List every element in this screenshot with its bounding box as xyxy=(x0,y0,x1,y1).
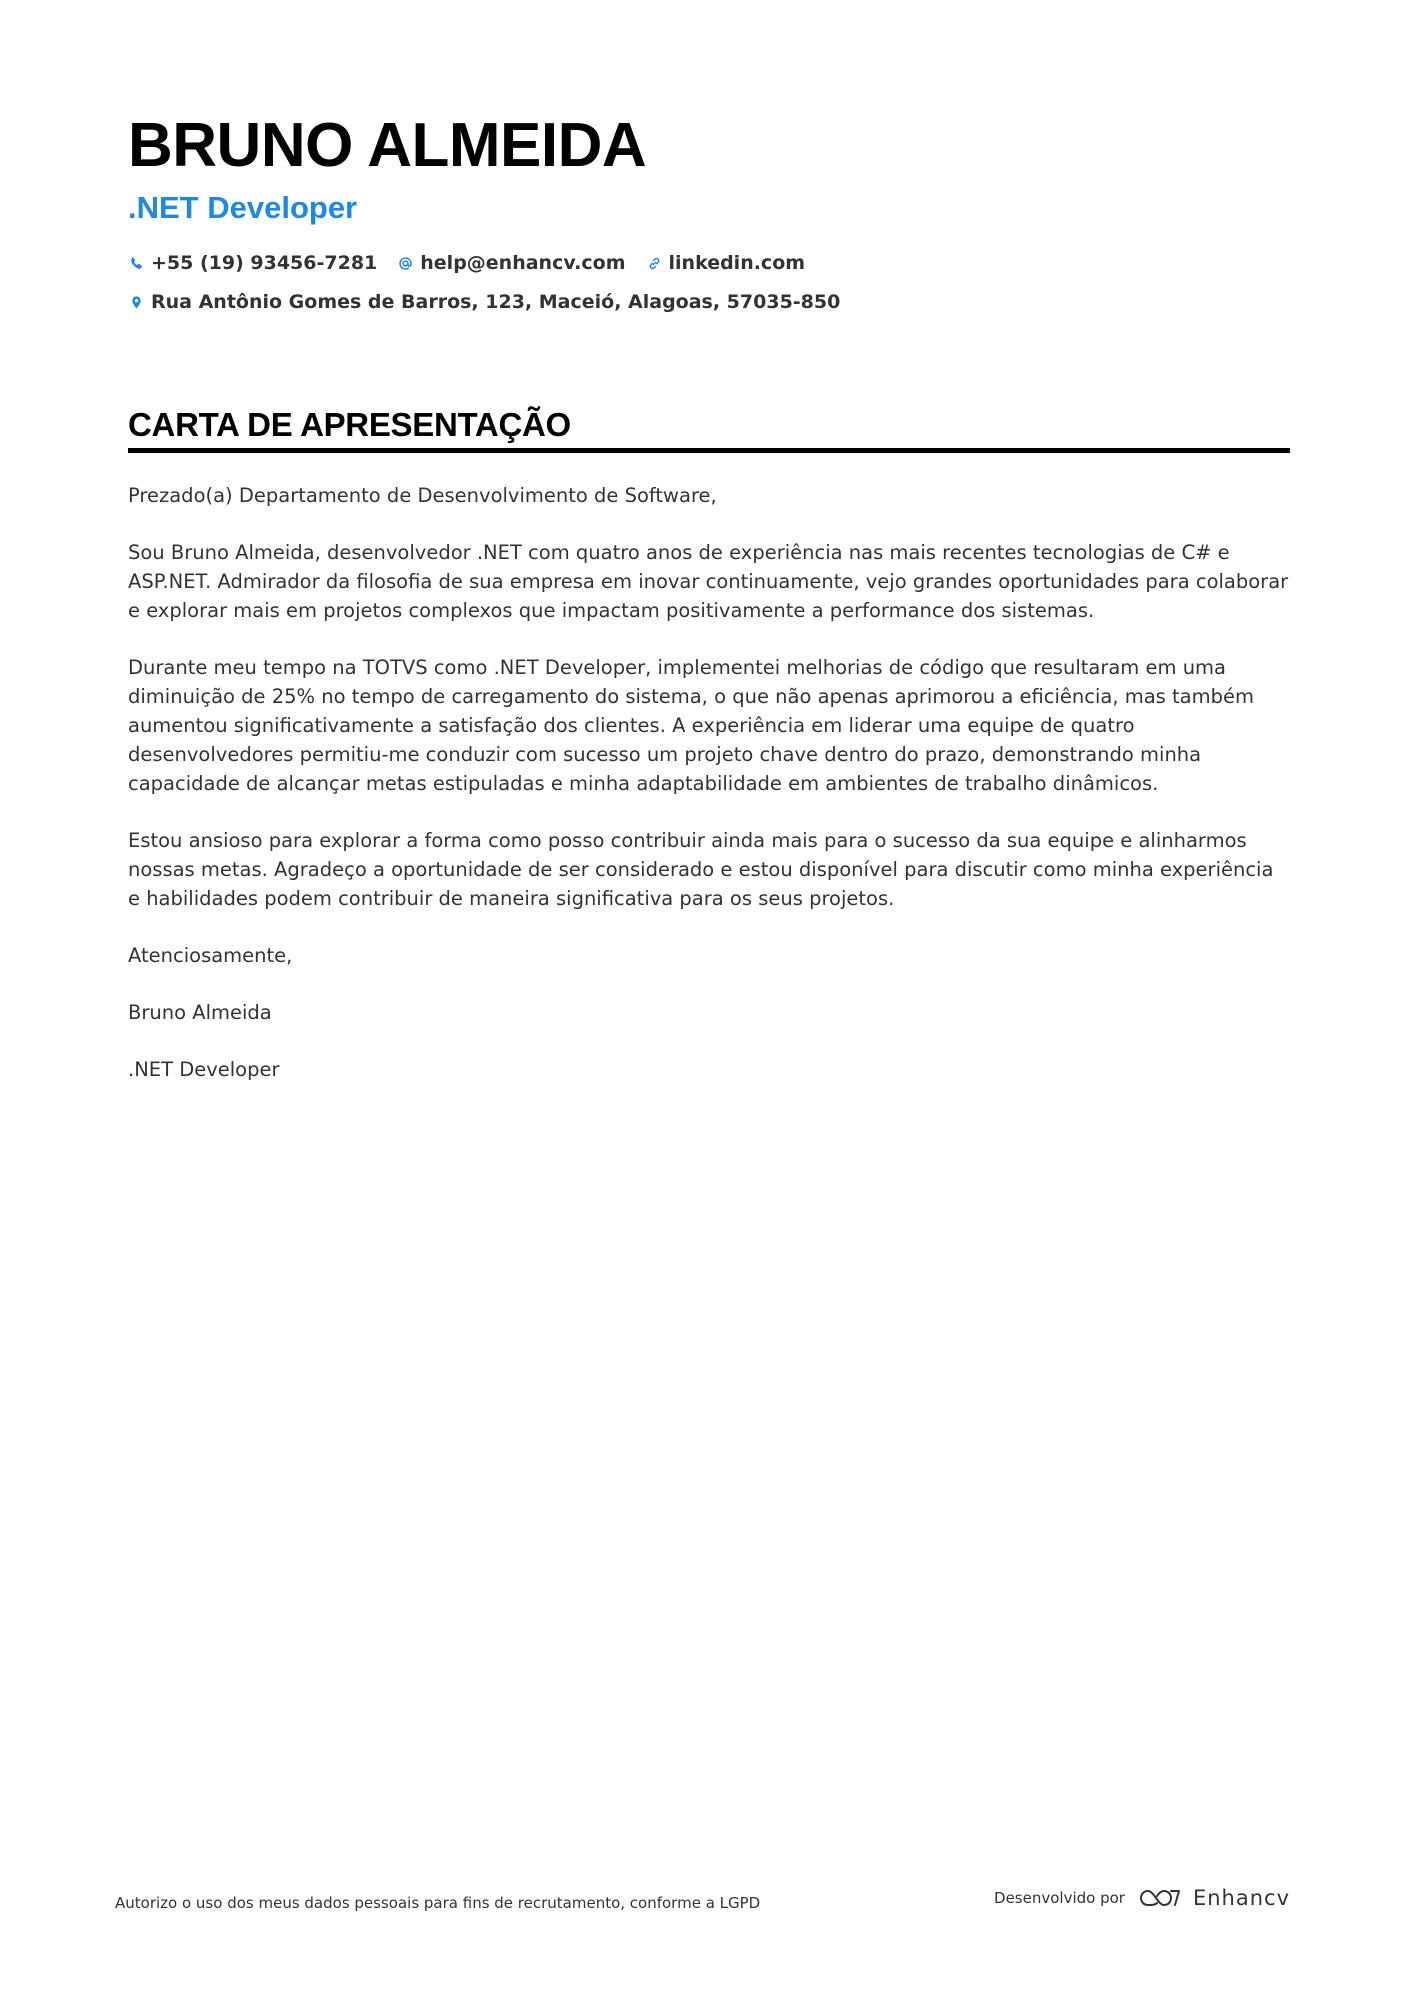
signature-name: Bruno Almeida xyxy=(128,1001,272,1024)
powered-by[interactable] xyxy=(994,1884,1290,1912)
candidate-role: .NET Developer xyxy=(128,190,358,225)
letter-greeting: Prezado(a) Departamento de Desenvolvimento de Software, xyxy=(128,484,717,507)
contact-address xyxy=(128,291,840,313)
email-text[interactable]: help@enhancv.com xyxy=(420,252,626,274)
contact-email[interactable] xyxy=(397,252,625,274)
contact-phone xyxy=(128,252,377,274)
contact-info xyxy=(128,250,1288,315)
powered-by-label: Desenvolvido por xyxy=(994,1889,1125,1907)
contact-row-primary xyxy=(128,250,1288,276)
location-pin-icon xyxy=(128,294,145,311)
link-text[interactable]: linkedin.com xyxy=(668,252,806,274)
address-text: Rua Antônio Gomes de Barros, 123, Maceió, Alagoas, 57035-850 xyxy=(151,291,841,313)
link-icon xyxy=(646,255,663,272)
lgpd-consent-text: Autorizo o uso dos meus dados pessoais para fins de recrutamento, conforme a LGPD xyxy=(115,1894,761,1912)
section-title: CARTA DE APRESENTAÇÃO xyxy=(128,406,571,443)
phone-icon xyxy=(128,255,145,272)
resume-header xyxy=(128,110,1288,328)
section-divider xyxy=(128,448,1290,453)
phone-text: +55 (19) 93456-7281 xyxy=(151,252,378,274)
enhancv-logo-icon xyxy=(1137,1884,1193,1912)
signature-role: .NET Developer xyxy=(128,1058,280,1081)
contact-row-address xyxy=(128,289,1288,315)
letter-paragraph: Durante meu tempo na TOTVS como .NET Developer, implementei melhorias de código que resultaram em uma diminuição de 25% no tempo de carregamento do sistema, o que não apenas aprimorou a eficiência, mas também aumentou significativamente a satisfação dos clientes. A experiência em liderar uma equipe de quatro desenvolvedores permitiu-me conduzir com sucesso um projeto chave dentro do prazo, demonstrando minha capacidade de alcançar metas estipuladas e minha adaptabilidade em ambientes de trabalho dinâmicos. xyxy=(128,656,1255,795)
letter-paragraph: Sou Bruno Almeida, desenvolvedor .NET com quatro anos de experiência nas mais recentes tecnologias de C# e ASP.NET. Admirador da filosofia de sua empresa em inovar continuamente, vejo grandes oportunidades para colaborar e explorar mais em projetos complexos que impactam positivamente a performance dos sistemas. xyxy=(128,541,1289,622)
cover-letter-section xyxy=(128,404,1290,1112)
letter-body xyxy=(128,481,1290,1084)
brand-name: Enhancv xyxy=(1192,1886,1290,1910)
at-icon xyxy=(397,255,414,272)
page-footer xyxy=(115,1880,1295,1920)
letter-paragraph: Estou ansioso para explorar a forma como posso contribuir ainda mais para o sucesso da sua equipe e alinharmos nossas metas. Agradeço a oportunidade de ser considerado e estou disponível para discutir como minha experiência e habilidades podem contribuir de maneira significativa para os seus projetos. xyxy=(128,829,1274,910)
letter-closing: Atenciosamente, xyxy=(128,944,293,967)
candidate-name: BRUNO ALMEIDA xyxy=(128,111,647,180)
contact-link[interactable] xyxy=(646,252,806,274)
